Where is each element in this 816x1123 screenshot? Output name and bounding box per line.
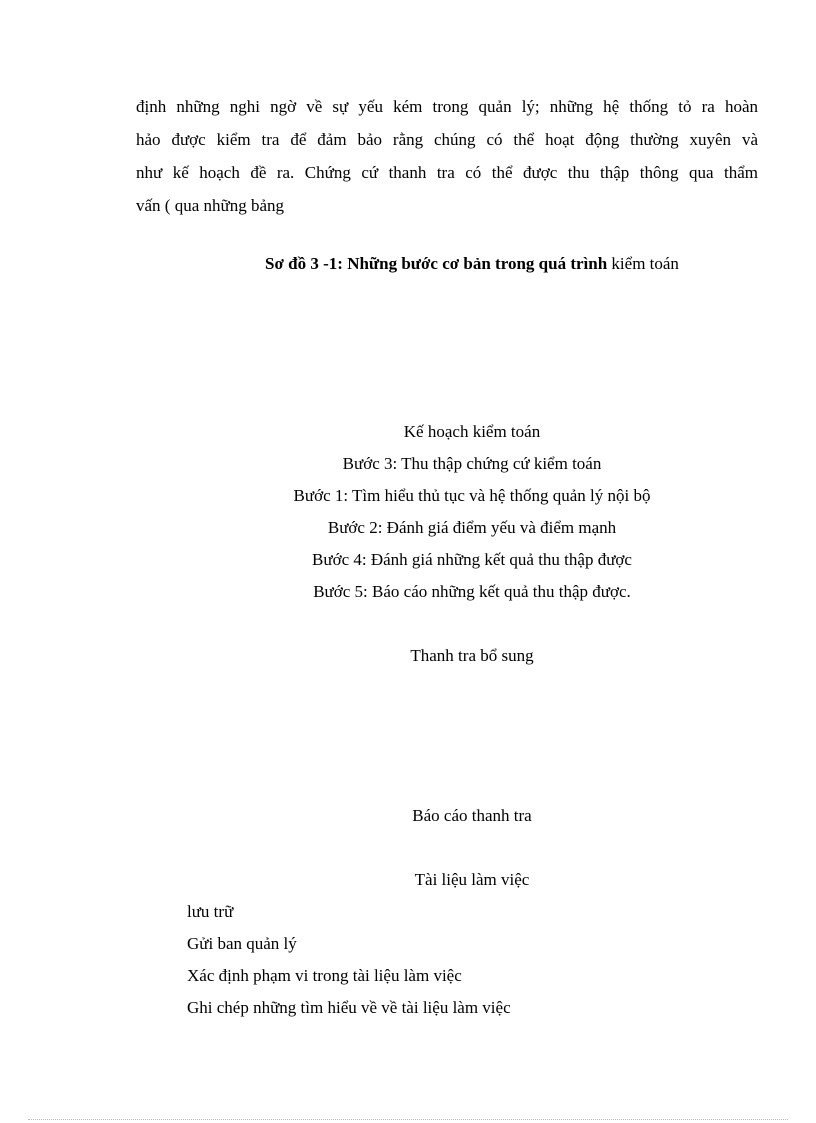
diagram-step: Kế hoạch kiểm toán bbox=[403, 422, 541, 441]
diagram-report: Báo cáo thanh tra bbox=[412, 806, 532, 825]
page-bottom-divider bbox=[28, 1119, 788, 1120]
diagram-working-papers: Tài liệu làm việc bbox=[414, 870, 530, 889]
list-item: Xác định phạm vi trong tài liệu làm việc bbox=[187, 966, 462, 985]
intro-paragraph bbox=[136, 90, 758, 222]
diagram-step: Bước 1: Tìm hiểu thủ tục và hệ thống quản lý nội bộ bbox=[293, 486, 651, 505]
diagram-step: Bước 5: Báo cáo những kết quả thu thập được. bbox=[313, 582, 631, 601]
diagram-steps bbox=[0, 416, 816, 608]
diagram-step: Bước 3: Thu thập chứng cứ kiểm toán bbox=[342, 454, 602, 473]
list-item: lưu trữ bbox=[187, 902, 234, 921]
list-item: Gửi ban quản lý bbox=[187, 934, 297, 953]
paragraph-line: vấn ( qua những bảng bbox=[136, 196, 285, 215]
paragraph-line: định những nghi ngờ về sự yếu kém trong quản lý; những hệ thống tỏ ra hoàn bbox=[136, 97, 758, 116]
figure-caption-bold: Sơ đồ 3 -1: Những bước cơ bản trong quá trình bbox=[265, 254, 608, 273]
diagram-step: Bước 4: Đánh giá những kết quả thu thập được bbox=[312, 550, 632, 569]
paragraph-line: như kế hoạch đề ra. Chứng cứ thanh tra có thể được thu thập thông qua thẩm bbox=[136, 163, 758, 182]
diagram-supplement: Thanh tra bổ sung bbox=[410, 646, 534, 665]
figure-caption-rest: kiểm toán bbox=[607, 254, 679, 273]
paragraph-line: hảo được kiểm tra để đảm bảo rằng chúng có thể hoạt động thường xuyên và bbox=[136, 130, 758, 149]
figure-caption bbox=[0, 254, 816, 274]
list-item: Ghi chép những tìm hiểu về về tài liệu làm việc bbox=[187, 998, 511, 1017]
diagram-step: Bước 2: Đánh giá điểm yếu và điểm mạnh bbox=[327, 518, 617, 537]
working-paper-list bbox=[187, 896, 511, 1024]
